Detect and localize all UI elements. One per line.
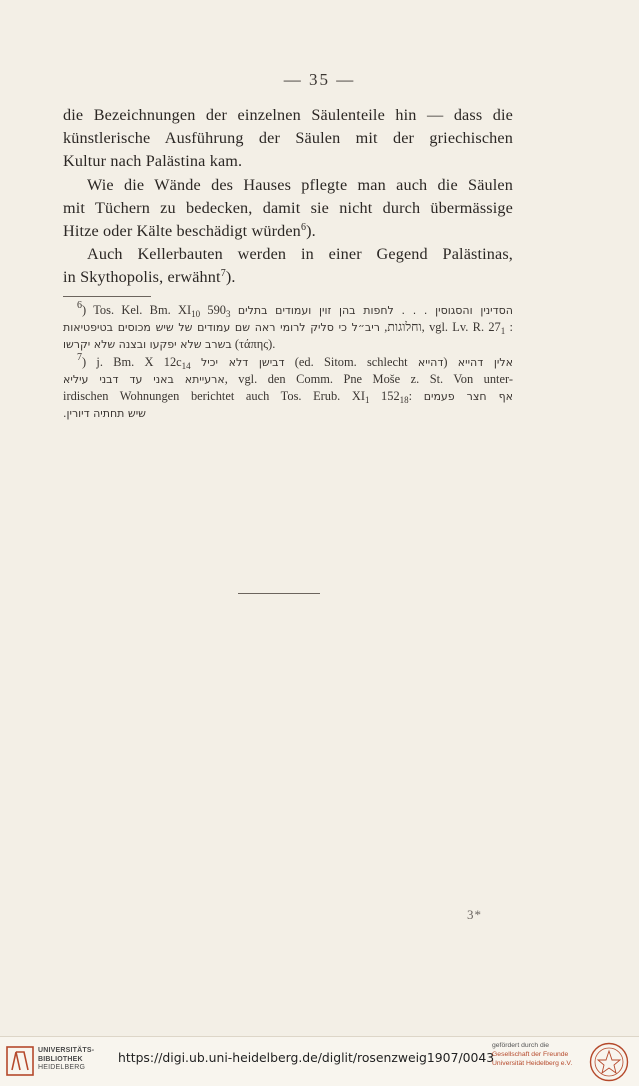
body-line-text: in Skythopolis, erwähnt	[63, 268, 221, 287]
footnote-text: :	[505, 320, 513, 335]
footnote-7-line	[63, 388, 513, 405]
sponsor-line: Universität Heidelberg e.V.	[492, 1060, 573, 1067]
footnote-sub: 10	[191, 309, 201, 319]
hebrew-text: אלין דהייא	[457, 355, 513, 369]
footnote-text: :	[408, 388, 424, 403]
footnote-text: )	[443, 354, 458, 369]
library-name-line: HEIDELBERG	[38, 1064, 86, 1071]
permalink-url[interactable]: https://digi.ub.uni-heidelberg.de/diglit/rosenzweig1907/0043	[118, 1050, 495, 1065]
viewer-footer	[0, 1036, 639, 1086]
body-line-text: Hitze oder Kälte beschädigt würden	[63, 221, 301, 240]
footnote-7-line	[63, 351, 513, 371]
footnote-7-line	[63, 405, 513, 422]
footnote-sub: 1	[364, 394, 370, 405]
footnote-text: ) j. Bm. X 12c	[82, 354, 182, 369]
hebrew-text: שיש תחתיה דיורין.	[63, 407, 146, 421]
footnote-ref-close: ).	[306, 221, 316, 240]
library-logo-icon	[6, 1046, 34, 1076]
footnote-marker: 7	[77, 351, 82, 363]
sponsor-line: gefördert durch die	[492, 1042, 550, 1049]
footnote-text: ) Tos. Kel. Bm. XI	[82, 303, 192, 317]
footnote-text: , vgl. den Comm. Pne Moše z. St. Von unter-	[224, 371, 513, 386]
body-line: künstlerische Ausführung der Säulen mit der griechischen	[63, 129, 513, 148]
footnote-sub: 14	[181, 360, 191, 371]
library-name	[38, 1047, 94, 1073]
body-line: mit Tüchern zu bedecken, damit sie nicht durch übermässige	[63, 198, 513, 217]
sponsor-line: Gesellschaft der Freunde	[492, 1051, 569, 1058]
footnote-text: ,וחלוגות, vgl. Lv. R. 27	[379, 320, 501, 335]
hebrew-text: אף חצר פעמים	[423, 389, 513, 403]
body-line: Wie die Wände des Hauses pflegte man auch die Säulen	[87, 175, 513, 194]
footnote-6-line	[63, 319, 513, 336]
footnote-text: 590	[200, 303, 226, 317]
sponsor-note	[492, 1041, 584, 1068]
body-line	[63, 266, 513, 289]
body-line: Kultur nach Palästina kam.	[63, 152, 243, 171]
body-line: die Bezeichnungen der einzelnen Säulenteile hin — dass die	[63, 106, 513, 124]
footnote-text: 152	[369, 388, 400, 403]
footnote-sub: 3	[226, 309, 231, 319]
footnote-sub: 1	[500, 326, 506, 337]
library-name-line: UNIVERSITÄTS-	[38, 1047, 95, 1054]
footnote-text: irdischen Wohnungen berichtet auch Tos. Erub. XI	[63, 388, 365, 403]
footnote-ref-close: ).	[225, 268, 236, 287]
hebrew-text: ריב״ל כי סליק לרומי ראה שם עמודים של שיש מכוסים בטיפטיאות	[63, 321, 380, 335]
university-seal-icon	[589, 1042, 629, 1082]
page-number: — 35 —	[283, 70, 356, 89]
footnote-marker: 6	[77, 300, 82, 311]
footnote-ref-6: 6	[300, 221, 307, 233]
greek-text: (τάπης).	[234, 337, 276, 352]
main-text	[63, 104, 513, 290]
hebrew-text: דבישן דלא יכיל	[200, 355, 285, 369]
footnote-7-line	[63, 371, 513, 388]
footnote-6-line	[63, 336, 513, 353]
footnote-text: (ed. Sitom. schlecht	[284, 354, 418, 369]
hebrew-text: בשרב שלא יפקעו ובצנה שלא יקרשו	[63, 338, 232, 352]
hebrew-text: ארעייתא באני עד דבני עיליא	[63, 372, 225, 386]
library-name-line: BIBLIOTHEK	[38, 1055, 83, 1063]
section-end-rule	[238, 593, 320, 594]
footnotes	[63, 296, 513, 422]
footnote-ref-7: 7	[220, 268, 226, 280]
hebrew-text: דהייא	[417, 355, 444, 369]
body-line: Auch Kellerbauten werden in einer Gegend Palästinas,	[87, 245, 513, 264]
signature-mark: 3*	[467, 907, 482, 922]
footnote-sub: 18	[399, 394, 409, 405]
footnote-6-line	[63, 302, 513, 319]
body-line	[63, 220, 513, 243]
hebrew-text: הסדינין והסגוסין . . . לחפות בהן זוין ועמודים בתלים	[237, 304, 513, 317]
